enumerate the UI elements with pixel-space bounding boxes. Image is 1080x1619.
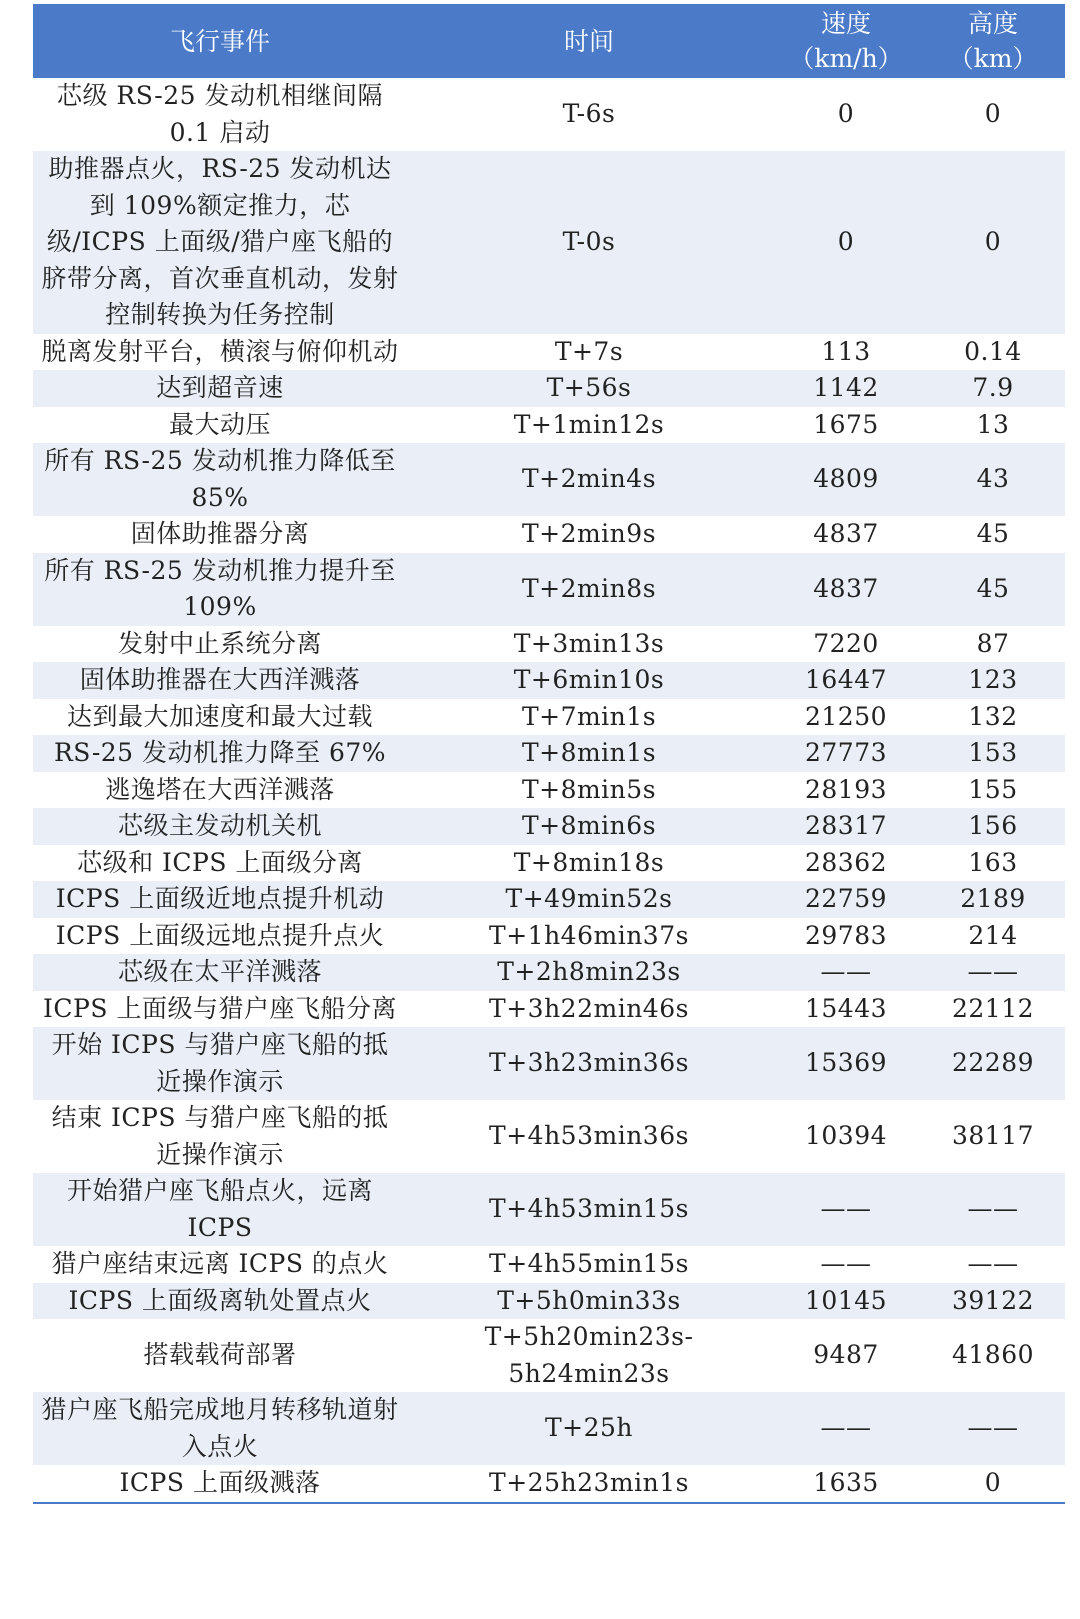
cell-event: 芯级在太平洋溅落	[33, 954, 407, 991]
table-bottom-rule	[33, 1502, 1065, 1504]
cell-speed: 15369	[771, 1027, 921, 1100]
cell-altitude: 156	[921, 808, 1065, 845]
cell-time: T+3h23min36s	[407, 1027, 771, 1100]
cell-time: T+2min8s	[407, 553, 771, 626]
cell-speed: 29783	[771, 918, 921, 955]
cell-time: T+7s	[407, 334, 771, 371]
table-row	[33, 1100, 1065, 1173]
cell-speed: ——	[771, 1173, 921, 1246]
cell-time: T-6s	[407, 78, 771, 151]
cell-event: 达到超音速	[33, 370, 407, 407]
cell-speed: 28362	[771, 845, 921, 882]
cell-speed: 113	[771, 334, 921, 371]
cell-event: 所有 RS-25 发动机推力降低至 85%	[33, 443, 407, 516]
table-row	[33, 1283, 1065, 1320]
cell-time: T+56s	[407, 370, 771, 407]
cell-altitude: 155	[921, 772, 1065, 809]
cell-event: 固体助推器分离	[33, 516, 407, 553]
table-row	[33, 991, 1065, 1028]
cell-event: 结束 ICPS 与猎户座飞船的抵近操作演示	[33, 1100, 407, 1173]
table-row	[33, 151, 1065, 334]
cell-time: T+2h8min23s	[407, 954, 771, 991]
cell-time: T+3h22min46s	[407, 991, 771, 1028]
cell-event: 搭载载荷部署	[33, 1319, 407, 1392]
cell-altitude: 39122	[921, 1283, 1065, 1320]
table-row	[33, 1319, 1065, 1392]
cell-event: 猎户座结束远离 ICPS 的点火	[33, 1246, 407, 1283]
cell-altitude: 13	[921, 407, 1065, 444]
header-time: 时间	[407, 4, 771, 78]
cell-event: ICPS 上面级近地点提升机动	[33, 881, 407, 918]
table-row	[33, 954, 1065, 991]
cell-speed: 10394	[771, 1100, 921, 1173]
cell-time: T+1h46min37s	[407, 918, 771, 955]
cell-time: T+7min1s	[407, 699, 771, 736]
cell-speed: 1675	[771, 407, 921, 444]
cell-speed: ——	[771, 954, 921, 991]
cell-event: 芯级和 ICPS 上面级分离	[33, 845, 407, 882]
cell-altitude: ——	[921, 1246, 1065, 1283]
cell-time: T-0s	[407, 151, 771, 334]
table-row	[33, 881, 1065, 918]
cell-time: T+2min9s	[407, 516, 771, 553]
header-altitude: 高度 （km）	[921, 4, 1065, 78]
table-row	[33, 918, 1065, 955]
cell-altitude: 45	[921, 516, 1065, 553]
cell-time: T+4h53min15s	[407, 1173, 771, 1246]
cell-event: 芯级 RS-25 发动机相继间隔 0.1 启动	[33, 78, 407, 151]
table-row	[33, 1027, 1065, 1100]
cell-time: T+5h20min23s-5h24min23s	[407, 1319, 771, 1392]
cell-speed: 22759	[771, 881, 921, 918]
cell-speed: 4837	[771, 553, 921, 626]
cell-time: T+6min10s	[407, 662, 771, 699]
cell-altitude: 0	[921, 1465, 1065, 1502]
cell-speed: 7220	[771, 626, 921, 663]
cell-speed: 9487	[771, 1319, 921, 1392]
cell-speed: 28193	[771, 772, 921, 809]
table-row	[33, 772, 1065, 809]
cell-event: ICPS 上面级远地点提升点火	[33, 918, 407, 955]
cell-event: 最大动压	[33, 407, 407, 444]
cell-event: 开始 ICPS 与猎户座飞船的抵近操作演示	[33, 1027, 407, 1100]
cell-time: T+25h23min1s	[407, 1465, 771, 1502]
cell-altitude: 2189	[921, 881, 1065, 918]
table-body	[33, 78, 1065, 1502]
cell-event: 脱离发射平台，横滚与俯仰机动	[33, 334, 407, 371]
cell-altitude: ——	[921, 1173, 1065, 1246]
table-row	[33, 516, 1065, 553]
cell-speed: 4837	[771, 516, 921, 553]
cell-time: T+1min12s	[407, 407, 771, 444]
cell-altitude: 38117	[921, 1100, 1065, 1173]
cell-event: 所有 RS-25 发动机推力提升至 109%	[33, 553, 407, 626]
cell-altitude: 153	[921, 735, 1065, 772]
cell-event: 发射中止系统分离	[33, 626, 407, 663]
cell-time: T+5h0min33s	[407, 1283, 771, 1320]
table-row	[33, 735, 1065, 772]
cell-event: ICPS 上面级溅落	[33, 1465, 407, 1502]
cell-altitude: 22289	[921, 1027, 1065, 1100]
cell-time: T+3min13s	[407, 626, 771, 663]
table-row	[33, 808, 1065, 845]
cell-event: 逃逸塔在大西洋溅落	[33, 772, 407, 809]
cell-altitude: 41860	[921, 1319, 1065, 1392]
cell-time: T+4h55min15s	[407, 1246, 771, 1283]
cell-altitude: ——	[921, 954, 1065, 991]
cell-event: 猎户座飞船完成地月转移轨道射入点火	[33, 1392, 407, 1465]
table-row	[33, 1392, 1065, 1465]
cell-altitude: 214	[921, 918, 1065, 955]
flight-events-table	[33, 4, 1065, 1502]
cell-event: 助推器点火，RS-25 发动机达到 109%额定推力，芯级/ICPS 上面级/猎户座飞船的脐带分离，首次垂直机动，发射控制转换为任务控制	[33, 151, 407, 334]
cell-time: T+49min52s	[407, 881, 771, 918]
table-row	[33, 370, 1065, 407]
table-row	[33, 553, 1065, 626]
cell-event: 芯级主发动机关机	[33, 808, 407, 845]
table-row	[33, 1173, 1065, 1246]
cell-event: 固体助推器在大西洋溅落	[33, 662, 407, 699]
cell-altitude: 87	[921, 626, 1065, 663]
table-row	[33, 662, 1065, 699]
cell-speed: 16447	[771, 662, 921, 699]
cell-altitude: 7.9	[921, 370, 1065, 407]
cell-altitude: ——	[921, 1392, 1065, 1465]
cell-event: RS-25 发动机推力降至 67%	[33, 735, 407, 772]
cell-time: T+8min5s	[407, 772, 771, 809]
table-row	[33, 1465, 1065, 1502]
header-speed: 速度 （km/h）	[771, 4, 921, 78]
table-row	[33, 443, 1065, 516]
table-row	[33, 845, 1065, 882]
table-row	[33, 334, 1065, 371]
header-row	[33, 4, 1065, 78]
cell-speed: 1142	[771, 370, 921, 407]
table-row	[33, 699, 1065, 736]
cell-altitude: 0	[921, 78, 1065, 151]
cell-altitude: 163	[921, 845, 1065, 882]
cell-speed: 28317	[771, 808, 921, 845]
table-row	[33, 78, 1065, 151]
cell-altitude: 132	[921, 699, 1065, 736]
cell-speed: ——	[771, 1246, 921, 1283]
cell-speed: 27773	[771, 735, 921, 772]
cell-altitude: 22112	[921, 991, 1065, 1028]
cell-altitude: 45	[921, 553, 1065, 626]
cell-altitude: 0	[921, 151, 1065, 334]
cell-time: T+2min4s	[407, 443, 771, 516]
cell-altitude: 43	[921, 443, 1065, 516]
cell-speed: 1635	[771, 1465, 921, 1502]
cell-altitude: 0.14	[921, 334, 1065, 371]
flight-events-table-container	[33, 4, 1065, 1504]
table-row	[33, 626, 1065, 663]
cell-time: T+8min18s	[407, 845, 771, 882]
cell-time: T+8min1s	[407, 735, 771, 772]
cell-event: 达到最大加速度和最大过载	[33, 699, 407, 736]
cell-speed: 4809	[771, 443, 921, 516]
cell-time: T+4h53min36s	[407, 1100, 771, 1173]
cell-event: ICPS 上面级离轨处置点火	[33, 1283, 407, 1320]
cell-event: 开始猎户座飞船点火，远离 ICPS	[33, 1173, 407, 1246]
cell-event: ICPS 上面级与猎户座飞船分离	[33, 991, 407, 1028]
table-header	[33, 4, 1065, 78]
table-row	[33, 1246, 1065, 1283]
cell-altitude: 123	[921, 662, 1065, 699]
cell-time: T+25h	[407, 1392, 771, 1465]
cell-speed: 15443	[771, 991, 921, 1028]
cell-speed: ——	[771, 1392, 921, 1465]
cell-speed: 10145	[771, 1283, 921, 1320]
cell-speed: 21250	[771, 699, 921, 736]
header-event: 飞行事件	[33, 4, 407, 78]
cell-speed: 0	[771, 78, 921, 151]
cell-time: T+8min6s	[407, 808, 771, 845]
cell-speed: 0	[771, 151, 921, 334]
table-row	[33, 407, 1065, 444]
